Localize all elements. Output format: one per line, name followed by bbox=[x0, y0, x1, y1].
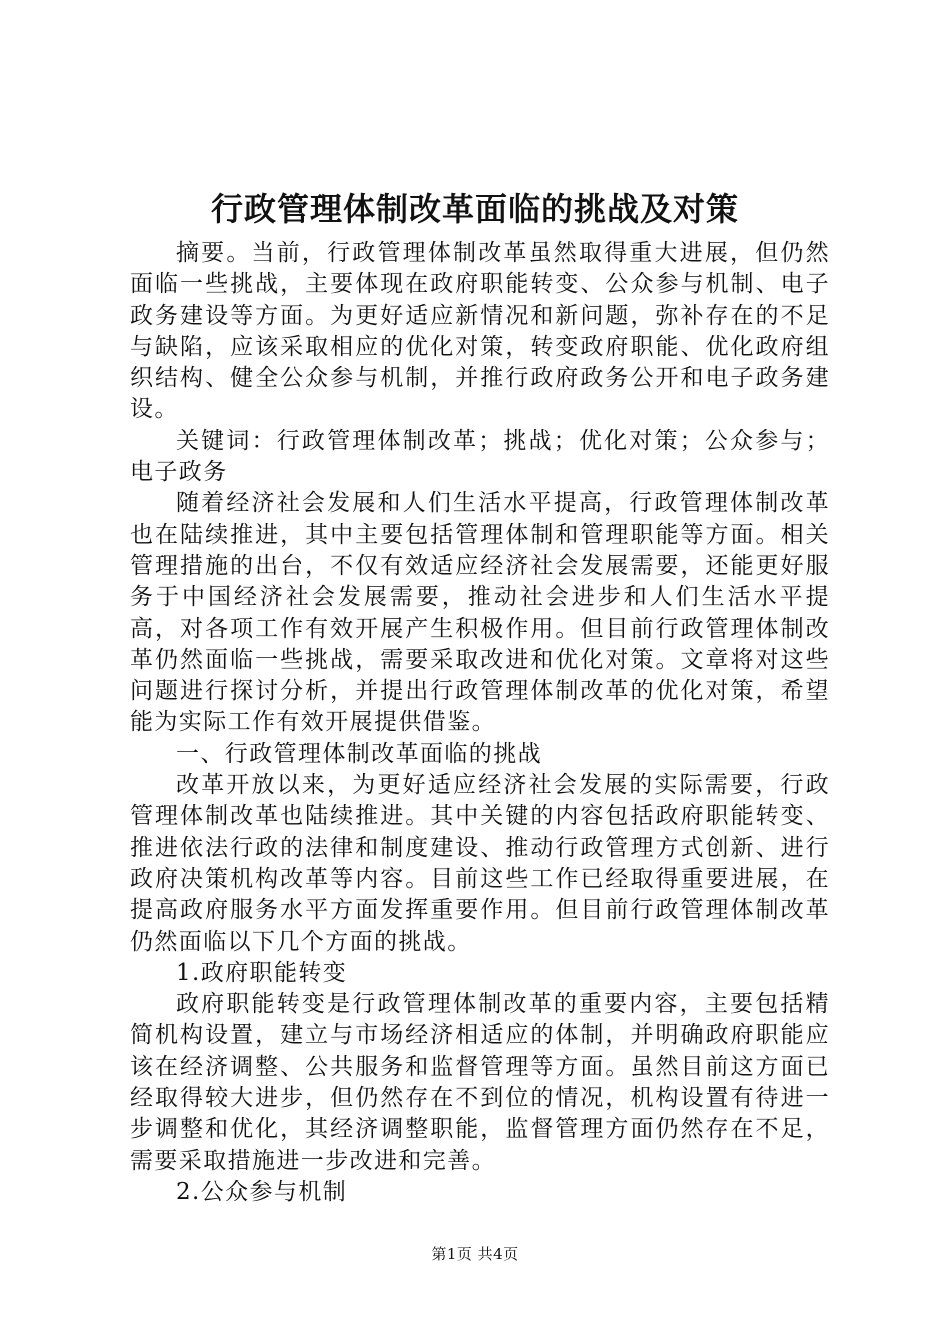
document-body bbox=[130, 238, 830, 1208]
subsection-heading-government-functions: 1.政府职能转变 bbox=[176, 959, 348, 986]
section-challenges-paragraph: 改革开放以来，为更好适应经济社会发展的实际需要，行政管理体制改革也陆续推进。其中关键的内容包括政府职能转变、推进依法行政的法律和制度建设、推动行政管理方式创新、进行政府决策机构改革等内容。目前这些工作已经取得重要进展，在提高政府服务水平方面发挥重要作用。但目前行政管理体制改革仍然面临以下几个方面的挑战。 bbox=[130, 772, 830, 955]
page-number-footer: 第1页 共4页 bbox=[431, 1245, 519, 1263]
document-title: 行政管理体制改革面临的挑战及对策 bbox=[210, 190, 739, 228]
abstract-paragraph: 摘要。当前，行政管理体制改革虽然取得重大进展，但仍然面临一些挑战，主要体现在政府职能转变、公众参与机制、电子政务建设等方面。为更好适应新情况和新问题，弥补存在的不足与缺陷，应该采取相应的优化对策，转变政府职能、优化政府组织结构、健全公众参与机制，并推行政府政务公开和电子政务建设。 bbox=[130, 240, 830, 423]
subsection-heading-public-participation: 2.公众参与机制 bbox=[176, 1178, 348, 1205]
keywords-paragraph: 关键词：行政管理体制改革；挑战；优化对策；公众参与；电子政务 bbox=[130, 427, 830, 486]
section-heading-challenges: 一、行政管理体制改革面临的挑战 bbox=[176, 740, 542, 767]
subsection-government-functions-paragraph: 政府职能转变是行政管理体制改革的重要内容，主要包括精简机构设置，建立与市场经济相适应的体制，并明确政府职能应该在经济调整、公共服务和监督管理等方面。虽然目前这方面已经取得较大进步，但仍然存在不到位的情况，机构设置有待进一步调整和优化，其经济调整职能，监督管理方面仍然存在不足，需要采取措施进一步改进和完善。 bbox=[130, 991, 830, 1174]
intro-paragraph: 随着经济社会发展和人们生活水平提高，行政管理体制改革也在陆续推进，其中主要包括管理体制和管理职能等方面。相关管理措施的出台，不仅有效适应经济社会发展需要，还能更好服务于中国经济社会发展需要，推动社会进步和人们生活水平提高，对各项工作有效开展产生积极作用。但目前行政管理体制改革仍然面临一些挑战，需要采取改进和优化对策。文章将对这些问题进行探讨分析，并提出行政管理体制改革的优化对策，希望能为实际工作有效开展提供借鉴。 bbox=[130, 490, 830, 736]
